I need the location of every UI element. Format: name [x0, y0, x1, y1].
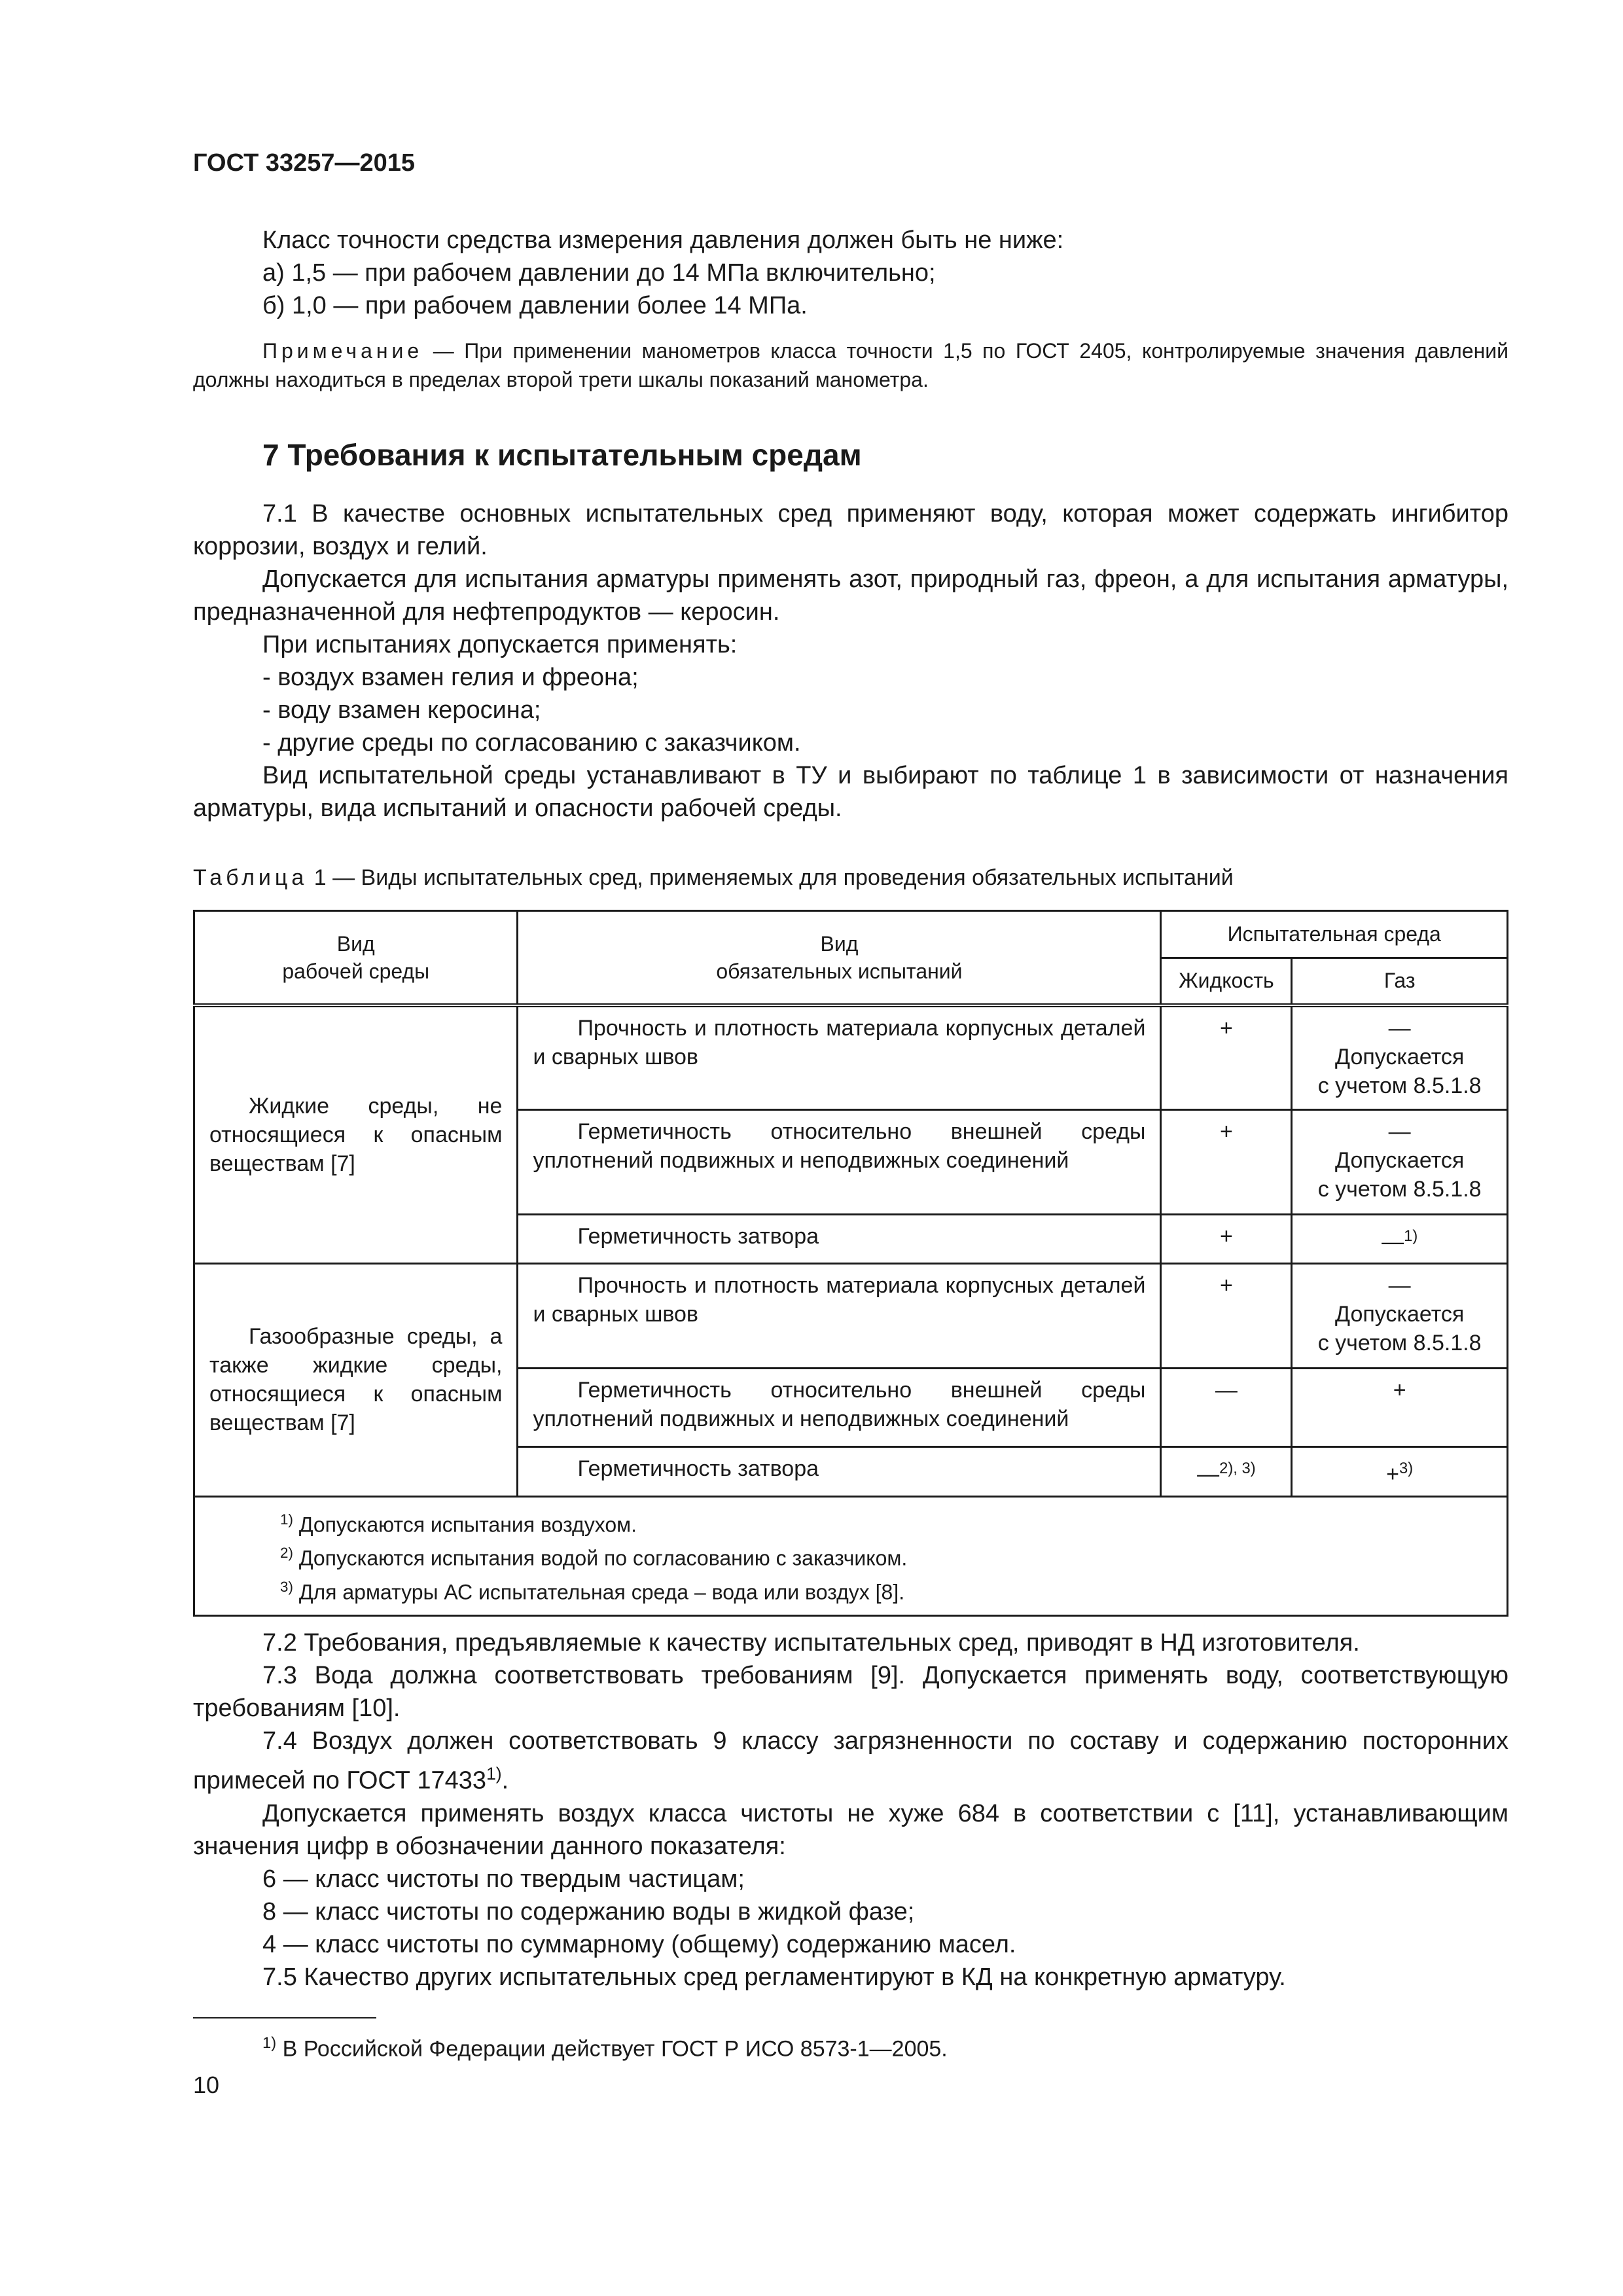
- para-7-1-c: При испытаниях допускается применять:: [262, 631, 738, 658]
- table-caption-label: Таблица: [193, 865, 308, 890]
- header-medium: Вид рабочей среды: [194, 911, 518, 1005]
- page-footnote-text: В Российской Федерации действует ГОСТ Р ИСО 8573-1—2005.: [276, 2036, 948, 2062]
- list-item: 6 — класс чистоты по твердым частицам;: [262, 1865, 745, 1893]
- header-gas: Газ: [1292, 958, 1508, 1005]
- page-footnote: [262, 2029, 948, 2063]
- header-test: Вид обязательных испытаний: [518, 911, 1161, 1005]
- footnote-divider: [193, 2017, 376, 2018]
- para-7-5: 7.5 Качество других испытательных сред регламентируют в КД на конкретную арматуру.: [262, 1963, 1286, 1991]
- para-7-1: 7.1 В качестве основных испытательных сред применяют воду, которая может содержать ингибитор коррозии, воздух и гелий.: [193, 500, 1508, 560]
- gas-cell: — Допускается с учетом 8.5.1.8: [1292, 1005, 1508, 1110]
- para-7-4-b: Допускается применять воздух класса чистоты не хуже 684 в соответствии с [11], устанавливающим значения цифр в обозначении данного показателя:: [193, 1799, 1508, 1860]
- intro-block: [193, 224, 1508, 322]
- list-item: 8 — класс чистоты по содержанию воды в жидкой фазе;: [262, 1897, 915, 1926]
- liquid-value: —: [1197, 1462, 1220, 1487]
- para-7-4-text: 7.4 Воздух должен соответствовать 9 классу загрязненности по составу и содержанию посторонних примесей по ГОСТ 17433: [193, 1727, 1508, 1795]
- liquid-cell: +: [1161, 1110, 1292, 1215]
- footnote-mark: 3): [280, 1578, 293, 1595]
- gas-cell: — Допускается с учетом 8.5.1.8: [1292, 1110, 1508, 1215]
- table-caption-text: 1 — Виды испытательных сред, применяемых для проведения обязательных испытаний: [308, 865, 1234, 890]
- footnote-mark: 2): [280, 1545, 293, 1562]
- section-title: 7 Требования к испытательным средам: [262, 438, 862, 472]
- para-7-2: 7.2 Требования, предъявляемые к качеству испытательных сред, приводят в НД изготовителя.: [262, 1629, 1360, 1657]
- page-number: 10: [193, 2072, 220, 2098]
- liquid-cell: +: [1161, 1005, 1292, 1110]
- header-env: Испытательная среда: [1161, 911, 1508, 958]
- liquid-cell: —: [1161, 1369, 1292, 1447]
- table-caption: [193, 865, 1508, 891]
- footnote-mark: 1): [280, 1511, 293, 1528]
- list-item: - другие среды по согласованию с заказчиком.: [262, 729, 801, 757]
- list-item: - воздух взамен гелия и фреона;: [262, 664, 639, 691]
- test-cell: Герметичность затвора: [518, 1215, 1161, 1264]
- note-label: Примечание: [262, 339, 423, 363]
- table-1-wrapper: [193, 910, 1508, 1617]
- gas-value: +: [1386, 1462, 1399, 1487]
- liquid-cell: [1161, 1447, 1292, 1496]
- note-text: [193, 336, 1508, 394]
- page-footnote-mark: 1): [262, 2034, 277, 2052]
- para-7-1-b: Допускается для испытания арматуры применять азот, природный газ, фреон, а для испытания арматуры, предназначенной для нефтепродуктов — керосин.: [193, 565, 1508, 626]
- gas-value: —: [1382, 1229, 1404, 1255]
- test-cell: Герметичность относительно внешней среды уплотнений подвижных и неподвижных соединений: [518, 1110, 1161, 1215]
- test-cell: Прочность и плотность материала корпусных деталей и сварных швов: [518, 1005, 1161, 1110]
- gas-footnote-mark: 3): [1399, 1460, 1414, 1478]
- table-footnotes-row: [194, 1496, 1508, 1615]
- intro-line-1: Класс точности средства измерения давления должен быть не ниже:: [262, 226, 1064, 254]
- after-table: [193, 1626, 1508, 1994]
- table-footnote: [280, 1573, 1492, 1607]
- gas-cell: +: [1292, 1369, 1508, 1447]
- para-7-1-d: Вид испытательной среды устанавливают в ТУ и выбирают по таблице 1 в зависимости от назначения арматуры, вида испытаний и опасности рабочей среды.: [193, 762, 1508, 822]
- footnote-text: Допускаются испытания водой по согласованию с заказчиком.: [293, 1546, 908, 1570]
- table-footnote: [280, 1539, 1492, 1573]
- table-1: [193, 910, 1508, 1617]
- footnote-text: Для арматуры АС испытательная среда – вода или воздух [8].: [293, 1580, 905, 1604]
- medium-cell: Газообразные среды, а также жидкие среды, относящиеся к опасным веществам [7]: [194, 1264, 518, 1496]
- gas-cell: — Допускается с учетом 8.5.1.8: [1292, 1264, 1508, 1369]
- table-row: [194, 1005, 1508, 1110]
- table-row: [194, 1264, 1508, 1369]
- header-liquid: Жидкость: [1161, 958, 1292, 1005]
- footnote-text: Допускаются испытания воздухом.: [293, 1513, 637, 1537]
- list-item: - воду взамен керосина;: [262, 696, 541, 724]
- para-7-4-end: .: [501, 1767, 509, 1795]
- liquid-cell: +: [1161, 1264, 1292, 1369]
- liquid-cell: +: [1161, 1215, 1292, 1264]
- table-footnotes: [194, 1496, 1508, 1615]
- footnote-ref: 1): [486, 1764, 502, 1784]
- para-7-3: 7.3 Вода должна соответствовать требованиям [9]. Допускается применять воду, соответствующую требованиям [10].: [193, 1662, 1508, 1722]
- gas-cell: [1292, 1215, 1508, 1264]
- medium-cell: Жидкие среды, не относящиеся к опасным веществам [7]: [194, 1005, 518, 1264]
- test-cell: Герметичность затвора: [518, 1447, 1161, 1496]
- note-body: — При применении манометров класса точности 1,5 по ГОСТ 2405, контролируемые значения давлений должны находиться в пределах второй трети шкалы показаний манометра.: [193, 339, 1508, 391]
- note-block: [193, 336, 1508, 394]
- gas-footnote-mark: 1): [1404, 1227, 1418, 1245]
- test-cell: Герметичность относительно внешней среды уплотнений подвижных и неподвижных соединений: [518, 1369, 1161, 1447]
- intro-line-3: б) 1,0 — при рабочем давлении более 14 МПа.: [262, 292, 808, 319]
- intro-line-2: а) 1,5 — при рабочем давлении до 14 МПа включительно;: [262, 259, 936, 287]
- table-footnote: [280, 1505, 1492, 1539]
- doc-header: ГОСТ 33257—2015: [193, 149, 416, 177]
- liquid-footnote-mark: 2), 3): [1219, 1460, 1256, 1478]
- section-7: [193, 437, 1508, 825]
- para-7-4: [193, 1725, 1508, 1797]
- test-cell: Прочность и плотность материала корпусных деталей и сварных швов: [518, 1264, 1161, 1369]
- gas-cell: [1292, 1447, 1508, 1496]
- list-item: 4 — класс чистоты по суммарному (общему) содержанию масел.: [262, 1930, 1016, 1958]
